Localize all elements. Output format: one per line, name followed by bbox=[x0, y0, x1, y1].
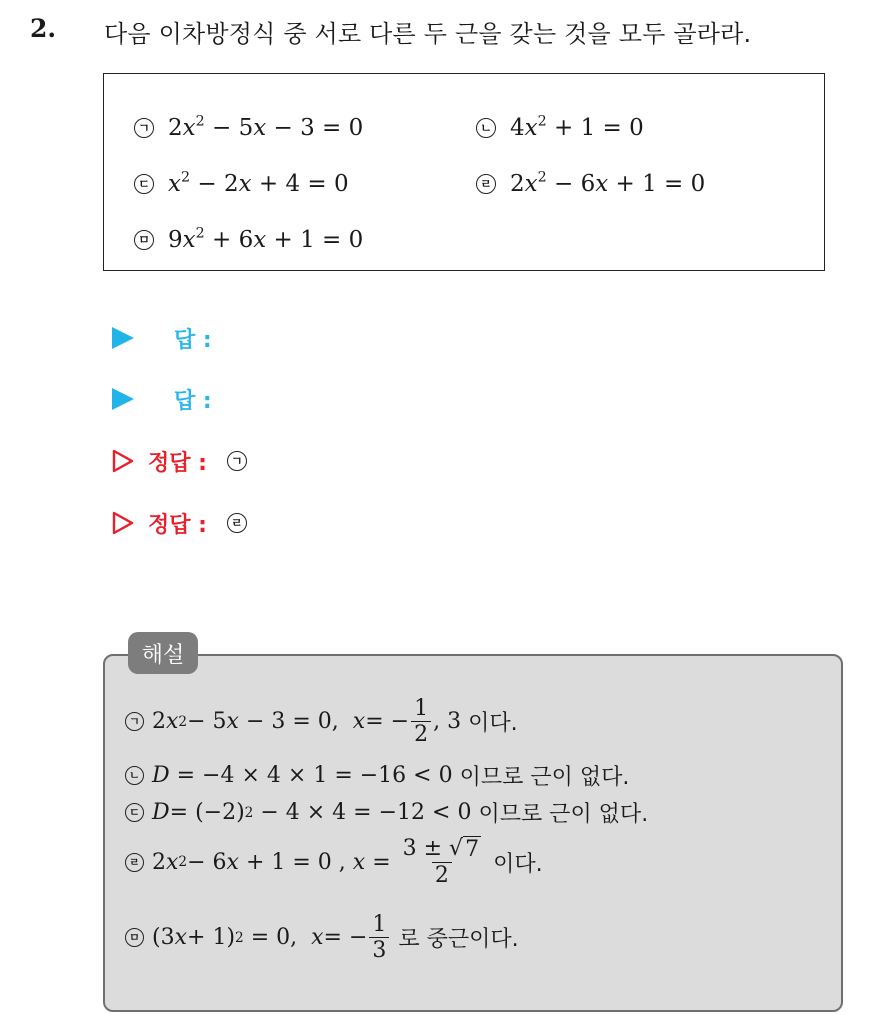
choice-3 bbox=[134, 171, 349, 197]
play-triangle-icon bbox=[112, 388, 134, 410]
eq-part: 2 bbox=[152, 849, 166, 875]
explanation-mark: ㄴ bbox=[125, 766, 144, 785]
eq-part: − 5 bbox=[187, 709, 227, 735]
eq-var: x bbox=[311, 925, 324, 951]
explanation-text: 이므로 근이 없다. bbox=[459, 765, 630, 790]
eq-part: − 3 = 0, bbox=[238, 709, 353, 735]
choice-box bbox=[103, 73, 825, 271]
eq-var: x bbox=[166, 709, 179, 735]
eq-var: x bbox=[226, 709, 239, 735]
eq-part: = −4 × 4 × 1 = −16 < 0 bbox=[169, 763, 460, 788]
explanation-mark: ㄷ bbox=[125, 803, 144, 822]
explanation-line-4: ㄹ 2 x 2 − 6 x + 1 = 0 , x = 3 ± √ 7 2 이다. bbox=[125, 836, 543, 889]
eq-part: (3 bbox=[152, 925, 175, 951]
choice-equation: $9x^2 + 6x + 1 = 0$ bbox=[168, 225, 364, 253]
correct-answer-row-1 bbox=[112, 441, 261, 481]
eq-part: + 1) bbox=[187, 925, 236, 951]
play-triangle-icon bbox=[112, 327, 134, 349]
sqrt-symbol: √ 7 bbox=[449, 836, 480, 862]
answer-row-1[interactable] bbox=[112, 318, 212, 358]
choice-mark: ㄹ bbox=[476, 174, 496, 194]
outline-triangle-icon bbox=[112, 511, 134, 535]
answer-label: 답 : bbox=[174, 388, 212, 414]
correct-answer-row-2 bbox=[112, 503, 261, 543]
choice-equation: $2x^2 - 5x - 3 = 0$ bbox=[168, 113, 364, 141]
choice-mark: ㄷ bbox=[134, 174, 154, 194]
eq-part: 2 bbox=[152, 709, 166, 735]
question-number: 2. bbox=[30, 14, 57, 43]
explanation-tab: 해설 bbox=[128, 632, 198, 674]
choice-mark: ㄴ bbox=[476, 118, 496, 138]
choice-1 bbox=[134, 115, 363, 141]
eq-part: = bbox=[365, 849, 398, 875]
choice-equation: $x^2 - 2x + 4 = 0$ bbox=[168, 169, 349, 197]
correct-answer-label: 정답 : bbox=[148, 512, 207, 538]
choice-mark: ㄱ bbox=[134, 118, 154, 138]
eq-part: , 3 bbox=[433, 709, 469, 735]
explanation-text: 로 중근이다. bbox=[391, 927, 519, 953]
eq-var: x bbox=[352, 709, 366, 735]
eq-part: = − bbox=[365, 709, 410, 735]
fraction: $\frac{1}{2}$ bbox=[411, 696, 431, 748]
explanation-text: 이다. bbox=[486, 851, 543, 877]
choice-2 bbox=[476, 115, 644, 141]
eq-var: x bbox=[226, 849, 239, 875]
outline-triangle-icon bbox=[112, 449, 134, 473]
correct-answer-mark: ㄹ bbox=[227, 513, 247, 533]
eq-var: D bbox=[152, 800, 170, 825]
eq-part: + 1 = 0 , bbox=[238, 849, 353, 875]
choice-5 bbox=[134, 227, 363, 253]
explanation-text: 이다. bbox=[468, 711, 518, 737]
choice-mark: ㅁ bbox=[134, 230, 154, 250]
eq-var: x bbox=[174, 925, 188, 951]
explanation-line-1: ㄱ 2 x 2 − 5 x − 3 = 0, x = − $\frac{1}{2}$ , 3 이다. bbox=[125, 696, 518, 748]
choice-equation: $4x^2 + 1 = 0$ bbox=[510, 113, 644, 141]
explanation-line-5: ㅁ (3 x + 1) 2 = 0, x = − $\frac{1}{3}$ 로 중근이다. bbox=[125, 912, 519, 964]
explanation-line-2 bbox=[125, 760, 629, 791]
correct-answer-mark: ㄱ bbox=[227, 451, 247, 471]
explanation-text: 이므로 근이 없다. bbox=[478, 802, 649, 827]
eq-part: − 6 bbox=[187, 849, 227, 875]
eq-part: − 4 × 4 = −12 < 0 bbox=[253, 800, 479, 825]
eq-var: x bbox=[352, 849, 366, 875]
explanation-mark: ㄱ bbox=[125, 712, 144, 731]
fraction: $\frac{1}{3}$ bbox=[369, 912, 389, 964]
explanation-mark: ㅁ bbox=[125, 928, 144, 947]
fraction: 3 ± √ 7 2 bbox=[402, 836, 480, 889]
explanation-line-3: ㄷ D = (−2) 2 − 4 × 4 = −12 < 0 이므로 근이 없다. bbox=[125, 797, 648, 828]
explanation-mark: ㄹ bbox=[125, 853, 144, 872]
choice-4 bbox=[476, 171, 705, 197]
choice-equation: $2x^2 - 6x + 1 = 0$ bbox=[510, 169, 706, 197]
eq-part: = (−2) bbox=[169, 800, 245, 825]
eq-var: x bbox=[166, 849, 179, 875]
eq-part: = 0, bbox=[243, 925, 312, 951]
question-text: 다음 이차방정식 중 서로 다른 두 근을 갖는 것을 모두 골라라. bbox=[104, 20, 752, 48]
answer-row-2[interactable] bbox=[112, 379, 212, 419]
answer-label: 답 : bbox=[174, 327, 212, 353]
eq-part: = − bbox=[323, 925, 368, 951]
eq-var: D bbox=[152, 763, 170, 788]
correct-answer-label: 정답 : bbox=[148, 450, 207, 476]
